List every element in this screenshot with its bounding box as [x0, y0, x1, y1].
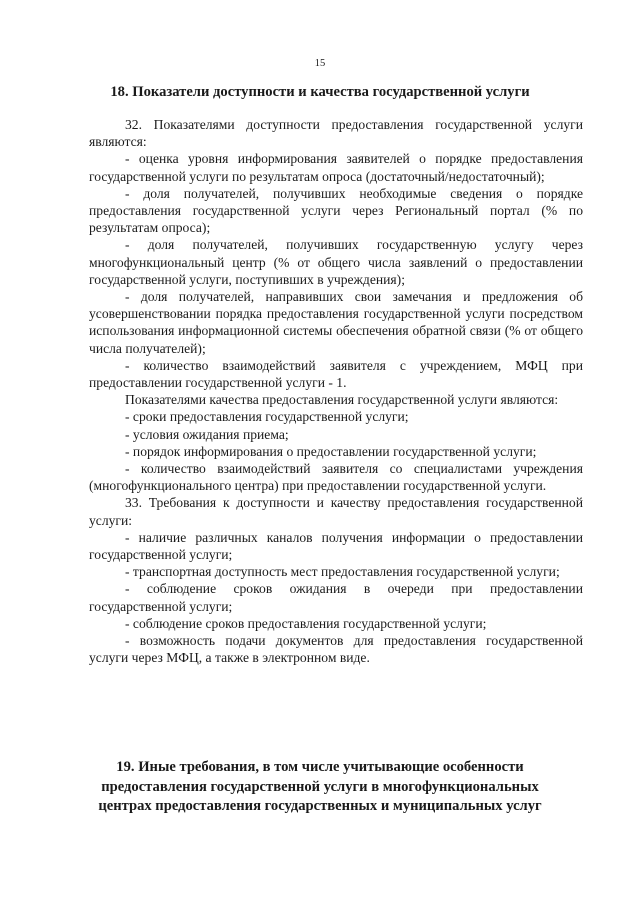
- paragraph-32-intro: 32. Показателями доступности предоставления государственной услуги являются:: [89, 117, 583, 150]
- list-item: - количество взаимодействий заявителя с учреждением, МФЦ при предоставлении государственной услуги - 1.: [89, 357, 583, 391]
- list-item: - сроки предоставления государственной услуги;: [125, 409, 409, 425]
- list-item: - доля получателей, получивших необходимые сведения о порядке предоставления государственной услуги через Региональный портал (% по результатам опроса);: [89, 185, 583, 236]
- list-item: - условия ожидания приема;: [125, 426, 289, 442]
- section-18-body: [89, 116, 583, 667]
- list-item: - доля получателей, получивших государственную услугу через многофункциональный центр (% от общего числа заявлений о предоставлении государственной услуги, поступивших в учреждения);: [89, 237, 583, 287]
- list-item: - транспортная доступность мест предоставления государственной услуги;: [125, 564, 560, 580]
- list-item: - оценка уровня информирования заявителей о порядке предоставления государственной услуги по результатам опроса (достаточный/недостаточный);: [89, 151, 583, 184]
- list-item: - наличие различных каналов получения информации о предоставлении государственной услуги;: [89, 529, 583, 563]
- list-item: - количество взаимодействий заявителя со специалистами учреждения (многофункционального центра) при предоставлении государственной услуги.: [89, 461, 583, 494]
- list-item: - соблюдение сроков ожидания в очереди при предоставлении государственной услуги;: [89, 581, 583, 614]
- page-number: 15: [314, 58, 326, 69]
- quality-indicators-intro: Показателями качества предоставления государственной услуги являются:: [125, 392, 559, 408]
- section-19-heading: [80, 758, 560, 817]
- list-item: - доля получателей, направивших свои замечания и предложения об усовершенствовании порядка предоставления государственной услуги посредством использования информационной системы обеспечения обратной связи (% от общего числа получателей);: [89, 289, 583, 356]
- list-item: - соблюдение сроков предоставления государственной услуги;: [125, 615, 487, 631]
- section-19-heading-line: предоставления государственной услуги в многофункциональных: [101, 778, 539, 795]
- section-19-heading-line: центрах предоставления государственных и муниципальных услуг: [98, 798, 542, 814]
- section-18-heading: 18. Показатели доступности и качества государственной услуги: [110, 84, 530, 100]
- section-19-heading-line: 19. Иные требования, в том числе учитывающие особенности: [116, 759, 524, 775]
- list-item: - порядок информирования о предоставлении государственной услуги;: [125, 443, 537, 459]
- paragraph-33-intro: 33. Требования к доступности и качеству предоставления государственной услуги:: [89, 495, 583, 528]
- list-item: - возможность подачи документов для предоставления государственной услуги через МФЦ, а также в электронном виде.: [89, 633, 583, 666]
